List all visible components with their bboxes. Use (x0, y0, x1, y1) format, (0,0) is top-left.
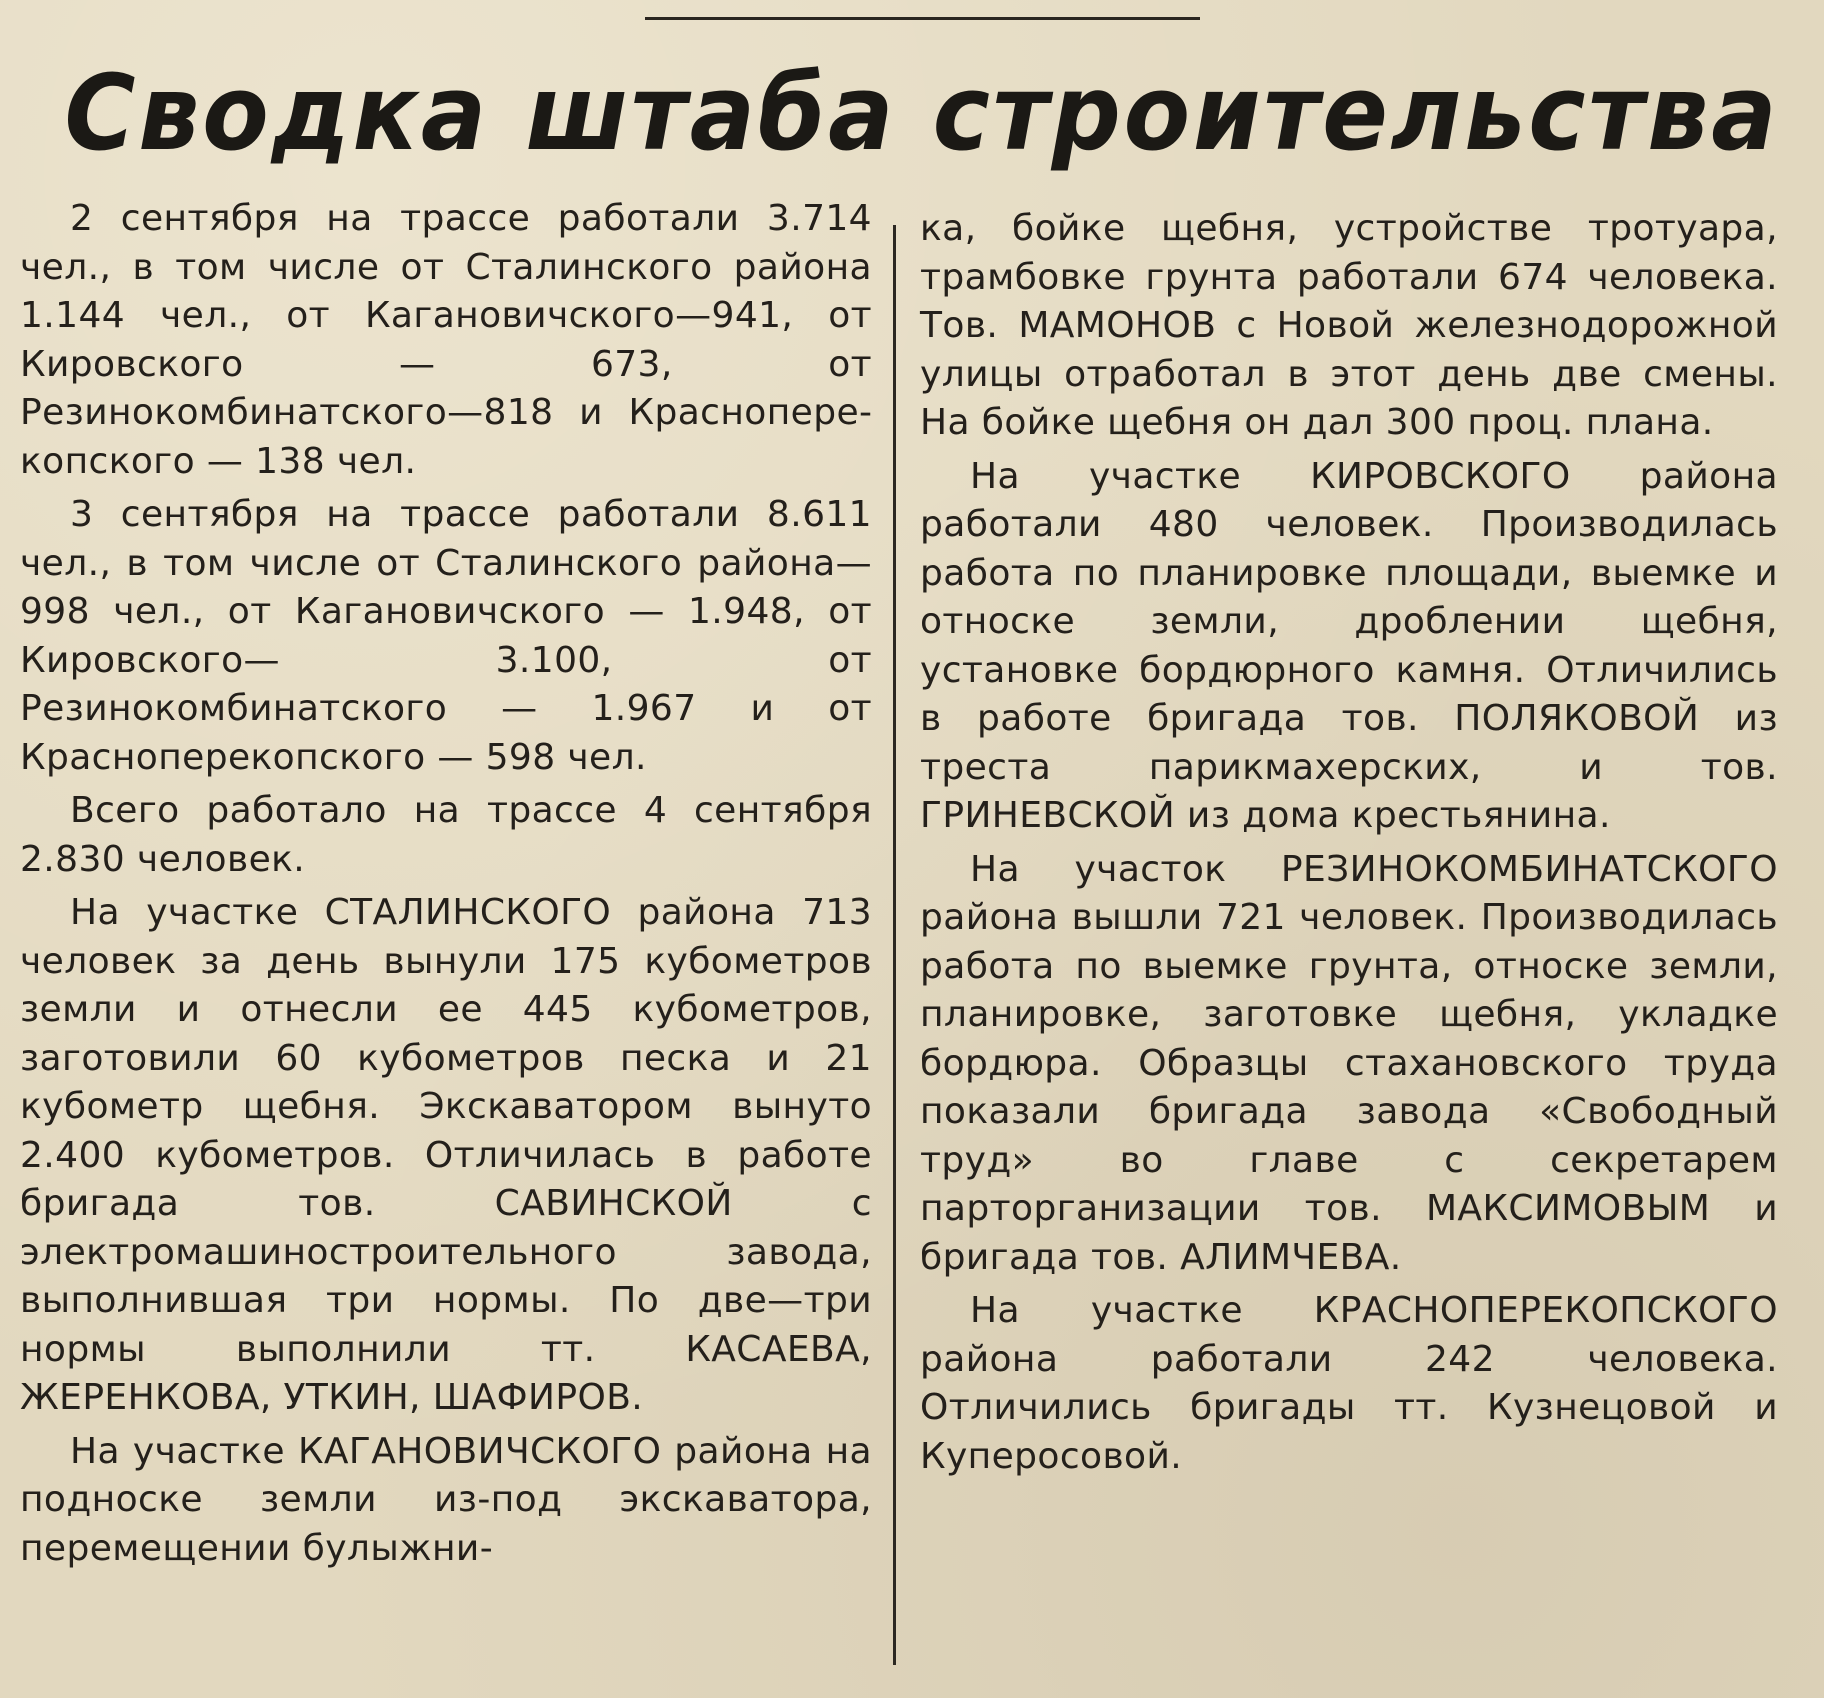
paragraph: Всего работало на трассе 4 сентября 2.830 человек. (20, 790, 872, 880)
paragraph: На участке КАГАНОВИЧСКОГО района на подноске земли из-под экскаватора, перемещении булыжни- (20, 1430, 872, 1569)
paragraph: ка, бойке щебня, устройстве тротуара, трамбовке грунта работали 674 человека. Тов. МАМОНОВ с Новой железнодорожной улицы отработал в этот день две смены. На бойке щебня он дал 300 проц. плана. (920, 208, 1778, 443)
paragraph: На участке СТАЛИНСКОГО района 713 человек за день вынули 175 кубометров земли и отнесли ее 445 кубометров, заготовили 60 кубометров песка и 21 кубометр щебня. Экскаватором вынуто 2.400 кубометров. Отличилась в работе бригада тов. САВИНСКОЙ с электромашиностроительного завода, выполнившая три нормы. По две—три нормы выполнили тт. КАСАЕВА, ЖЕРЕНКОВА, УТКИН, ШАФИРОВ. (20, 892, 872, 1418)
headline-text: Сводка штаба строительства (64, 52, 1780, 174)
left-column (20, 195, 872, 1578)
top-rule (645, 17, 1200, 20)
paragraph: На участок РЕЗИНОКОМБИНАТСКОГО района вышли 721 человек. Производилась работа по выемке грунта, относке земли, планировке, заготовке щебня, укладке бордюра. Образцы стахановского труда показали бригада завода «Свободный труд» во главе с секретарем парторганизации тов. МАКСИМОВЫМ и бригада тов. АЛИМЧЕВА. (920, 848, 1778, 1278)
headline (0, 48, 1824, 178)
paragraph: На участке КРАСНОПЕРЕКОПСКОГО района работали 242 человека. Отличились бригады тт. Кузнецовой и Куперосовой. (920, 1290, 1778, 1477)
paragraph: 3 сентября на трассе работали 8.611 чел., в том числе от Сталинского района—998 чел., от Кагановичского — 1.948, от Кировского— 3.100, от Резинокомбинатского — 1.967 и от Красноперекопского — 598 чел. (20, 494, 872, 778)
paragraph: На участке КИРОВСКОГО района работали 480 человек. Производилась работа по планировке площади, выемке и относке земли, дроблении щебня, установке бордюрного камня. Отличились в работе бригада тов. ПОЛЯКОВОЙ из треста парикмахерских, и тов. ГРИНЕВСКОЙ из дома крестьянина. (920, 455, 1778, 836)
paragraph: 2 сентября на трассе работали 3.714 чел., в том числе от Сталинского района 1.144 чел., от Кагановичского—941, от Кировского — 673, от Резинокомбинатского—818 и Красноперекопского — 138 чел. (20, 198, 872, 482)
column-divider (893, 225, 896, 1665)
right-column (920, 205, 1778, 1486)
